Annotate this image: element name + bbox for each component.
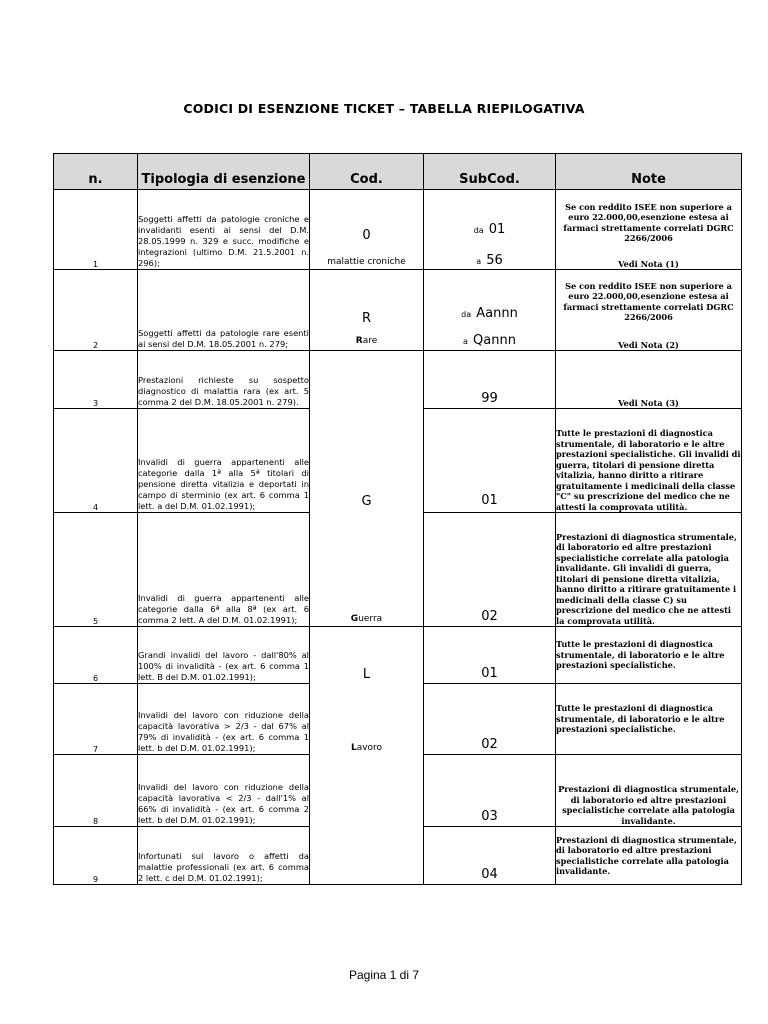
code-value: G	[361, 493, 372, 509]
code-label-rest: avoro	[356, 742, 383, 753]
code-label	[351, 743, 382, 753]
table-row	[54, 755, 742, 827]
row-note: Tutte le prestazioni di diagnostica strumentale, di laboratorio e le altre prestazioni specialistiche. Gli invalidi di guerra, titolari di pensione diretta vitalizia, hanno diritto a ritirare gratuitamente i medicinali della classe "C" su prescrizione del medico che ne attesti la comprovata utilità.	[556, 409, 742, 513]
table-row	[54, 409, 742, 513]
subcode-cell	[424, 827, 556, 885]
row-note: Tutte le prestazioni di diagnostica strumentale, di laboratorio e le altre prestazioni specialistiche.	[556, 627, 742, 684]
code-label-initial: R	[355, 336, 363, 346]
code-cell-empty	[310, 827, 424, 885]
row-note: Prestazioni di diagnostica strumentale, di laboratorio ed altre prestazioni specialistiche correlate alla patologia invalidante.	[556, 827, 742, 885]
row-number: 4	[54, 409, 138, 513]
range-to-value: Qannn	[473, 333, 516, 348]
code-cell-lavoro-label	[310, 684, 424, 755]
code-cell-guerra-label	[310, 513, 424, 627]
table-header-row	[54, 154, 742, 190]
subcode-cell	[424, 755, 556, 827]
row-number: 3	[54, 351, 138, 409]
range-from-value: Aannn	[476, 306, 518, 321]
row-note: Prestazioni di diagnostica strumentale, di laboratorio ed altre prestazioni specialistiche correlate alla patologia invalidante.	[556, 755, 742, 827]
subcode-value: 99	[481, 391, 498, 406]
table-row	[54, 684, 742, 755]
note-text: Se con reddito ISEE non superiore a euro 22.000,00,esenzione estesa ai farmaci strettamente correlati DGRC 2266/2006	[563, 280, 734, 322]
row-note	[556, 270, 742, 351]
code-value: L	[362, 666, 371, 682]
row-description: Invalidi di guerra appartenenti alle categorie dalla 6ª alla 8ª (ex art. 6 comma 2 lett. A del D.M. 01.02.1991);	[138, 513, 310, 627]
row-note	[556, 190, 742, 270]
row-note	[556, 351, 742, 409]
subcode-cell	[424, 270, 556, 351]
range-from-prefix: da	[461, 310, 472, 319]
code-label-initial: L	[350, 742, 357, 753]
header-tipologia: Tipologia di esenzione	[138, 154, 310, 190]
code-cell-empty	[310, 755, 424, 827]
subcode-value: 04	[481, 867, 498, 882]
range-to-prefix: a	[463, 337, 468, 346]
code-label-rest: uerra	[358, 614, 383, 624]
row-number: 6	[54, 627, 138, 684]
subcode-cell	[424, 351, 556, 409]
row-description: Grandi invalidi del lavoro - dall'80% al 100% di invalidità - (ex art. 6 comma 1 lett. B del D.M. 01.02.1991);	[138, 627, 310, 684]
subcode-cell	[424, 627, 556, 684]
subcode-value: 03	[481, 809, 498, 824]
note-reference: Vedi Nota (2)	[618, 339, 679, 350]
range-from-prefix: da	[473, 226, 484, 235]
subcode-cell	[424, 190, 556, 270]
subcode-value: 01	[481, 493, 498, 508]
code-label	[351, 614, 382, 624]
subcode-value: 01	[481, 666, 498, 681]
row-description: Invalidi del lavoro con riduzione della capacità lavorativa > 2/3 - dal 67% al 79% di invalidità - (ex art. 6 comma 1 lett. b del D.M. 01.02.1991);	[138, 684, 310, 755]
range-to-prefix: a	[476, 257, 482, 266]
code-value: 0	[362, 228, 371, 243]
header-note: Note	[556, 154, 742, 190]
header-n: n.	[54, 154, 138, 190]
row-description: Invalidi del lavoro con riduzione della capacità lavorativa < 2/3 - dall'1% al 66% di invalidità - (ex art. 6 comma 2 lett. b del D.M. 01.02.1991);	[138, 755, 310, 827]
table-row	[54, 627, 742, 684]
table-row	[54, 351, 742, 409]
subcode-cell	[424, 409, 556, 513]
range-to-value: 56	[486, 253, 503, 268]
page-footer: Pagina 1 di 7	[348, 968, 420, 982]
header-cod: Cod.	[310, 154, 424, 190]
row-description: Invalidi di guerra appartenenti alle categorie dalla 1ª alla 5ª titolari di pensione diretta vitalizia e deportati in campo di sterminio (ex art. 6 comma 1 lett. a del D.M. 01.02.1991);	[138, 409, 310, 513]
subcode-cell	[424, 513, 556, 627]
code-cell-guerra	[310, 409, 424, 513]
note-reference: Vedi Nota (3)	[618, 397, 679, 408]
document-title: CODICI DI ESENZIONE TICKET – TABELLA RIEPILOGATIVA	[183, 101, 585, 116]
code-value: R	[361, 311, 372, 326]
header-subcod: SubCod.	[424, 154, 556, 190]
code-cell-lavoro	[310, 627, 424, 684]
exemption-table	[53, 153, 742, 885]
range-from-value: 01	[488, 222, 506, 237]
table-row	[54, 513, 742, 627]
code-cell-malattie	[310, 190, 424, 270]
subcode-value: 02	[481, 609, 498, 624]
code-cell-empty	[310, 351, 424, 409]
row-number: 1	[54, 190, 138, 270]
code-label: malattie croniche	[327, 257, 406, 267]
row-number: 2	[54, 270, 138, 351]
note-reference: Vedi Nota (1)	[618, 258, 679, 269]
code-cell-rare	[310, 270, 424, 351]
row-description: Prestazioni richieste su sospetto diagnostico di malattia rara (ex art. 5 comma 2 del D.M. 18.05.2001 n. 279).	[138, 351, 310, 409]
table-row	[54, 190, 742, 270]
row-number: 8	[54, 755, 138, 827]
row-number: 7	[54, 684, 138, 755]
table-row	[54, 270, 742, 351]
row-note: Tutte le prestazioni di diagnostica strumentale, di laboratorio e le altre prestazioni specialistiche.	[556, 684, 742, 755]
row-description: Soggetti affetti da patologie rare esenti ai sensi del D.M. 18.05.2001 n. 279;	[138, 270, 310, 351]
subcode-cell	[424, 684, 556, 755]
table-row	[54, 827, 742, 885]
row-description: Infortunati sul lavoro o affetti da malattie professionali (ex art. 6 comma 2 lett. c del D.M. 01.02.1991);	[138, 827, 310, 885]
note-text: Se con reddito ISEE non superiore a euro 22.000,00,esenzione estesa ai farmaci strettamente correlati DGRC 2266/2006	[563, 201, 734, 243]
row-description: Soggetti affetti da patologie croniche e invalidanti esenti ai sensi del D.M. 28.05.1999 n. 329 e succ. modifiche e integrazioni (ultimo D.M. 21.5.2001 n. 296);	[138, 190, 310, 270]
row-number: 9	[54, 827, 138, 885]
subcode-value: 02	[481, 737, 498, 752]
row-note: Prestazioni di diagnostica strumentale, di laboratorio ed altre prestazioni specialistiche correlate alla patologia invalidante. Gli invalidi di guerra, titolari di pensione diretta vitalizia, hanno diritto a ritirare gratuitamente i medicinali della classe C) su prescrizione del medico che ne attesti la comprovata utilità.	[556, 513, 742, 627]
code-label-initial: G	[350, 614, 359, 624]
code-label	[356, 336, 378, 346]
row-number: 5	[54, 513, 138, 627]
code-label-rest: are	[362, 336, 378, 346]
